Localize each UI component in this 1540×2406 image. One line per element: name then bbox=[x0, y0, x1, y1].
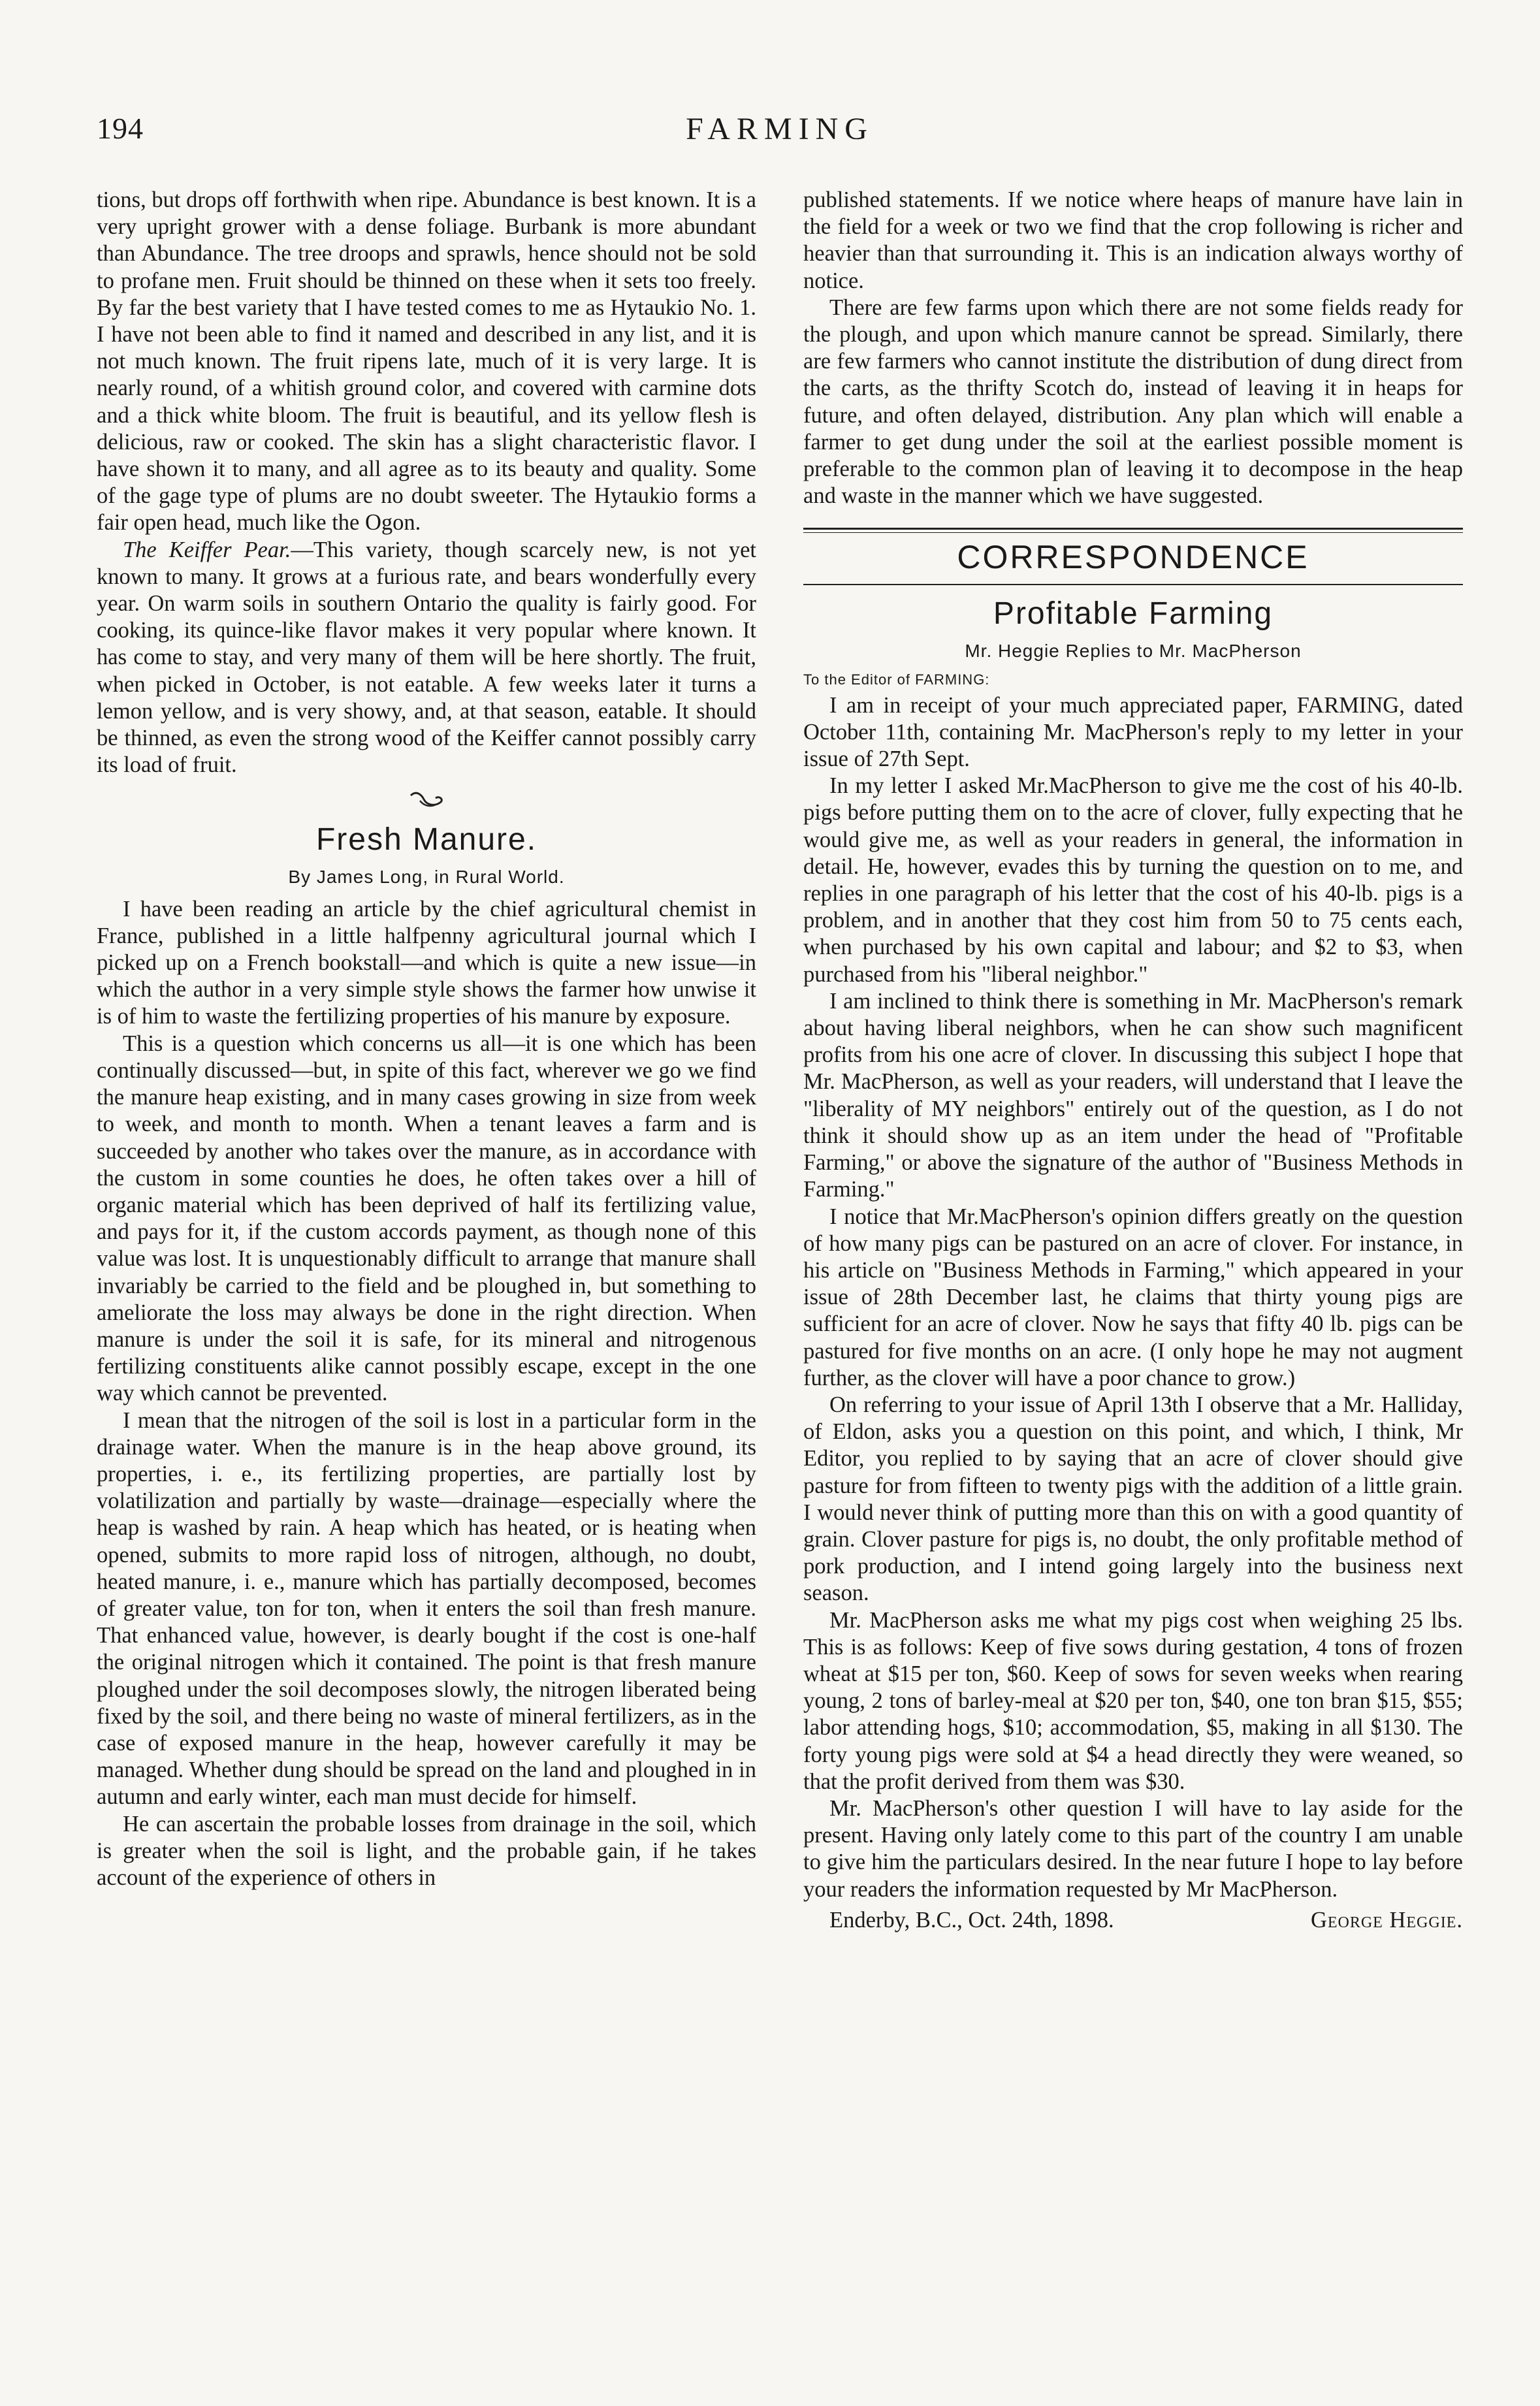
letter-paragraph: Mr. MacPherson's other question I will have to lay aside for the present. Having only lately come to this part of the country I am unable to give him the particulars desired. In the near future I hope to lay before your readers the information requested by Mr MacPherson. bbox=[803, 1795, 1463, 1902]
manure-final-paragraph: There are few farms upon which there are not some fields ready for the plough, and upon which manure cannot be spread. Similarly, there are few farmers who cannot institute the distribution of dung direct from the carts, as the thrifty Scotch do, instead of leaving it in heaps for future, and often delayed, distribution. Any plan which will enable a farmer to get dung under the soil at the earliest possible moment is preferable to the common plan of leaving it to decompose in the heap and waste in the manner which we have suggested. bbox=[803, 295, 1463, 509]
letter-paragraph: I notice that Mr.MacPherson's opinion differs greatly on the question of how many pigs can be pastured on an acre of clover. For instance, in his article on "Business Methods in Farming," which appeared in your issue of 28th December last, he claims that thirty young pigs are sufficient for an acre of clover. Now he says that fifty 40 lb. pigs can be pastured for five months on an acre. (I only hope he may not augment further, as the clover will have a poor chance to grow.) bbox=[803, 1204, 1463, 1390]
letter-paragraph: In my letter I asked Mr.MacPherson to give me the cost of his 40-lb. pigs before putting them on to the acre of clover, fully expecting that he would give me, as well as your readers in general, the information in detail. He, however, evades this by turning the question on to me, and replies in one paragraph of his letter that the cost of his 40-lb. pigs is a problem, and in another that they cost him from 50 to 75 cents each, when purchased by his own capital and labour; and $2 to $3, when purchased from his "liberal neighbor." bbox=[803, 773, 1463, 987]
keiffer-paragraph bbox=[97, 537, 756, 779]
article-title-fresh-manure: Fresh Manure. bbox=[315, 822, 537, 858]
manure-continued-paragraph: published statements. If we notice where heaps of manure have lain in the field for a week or two we find that the crop following is richer and heavier than that surrounding it. This is an indication always worthy of notice. bbox=[803, 187, 1463, 293]
letter-signoff bbox=[803, 1907, 1463, 1934]
section-divider bbox=[803, 528, 1463, 530]
right-column bbox=[803, 187, 1463, 1934]
letter-paragraph: Mr. MacPherson asks me what my pigs cost when weighing 25 lbs. This is as follows: Keep of five sows during gestation, 4 tons of frozen wheat at $15 per ton, $60. Keep of sows for seven weeks when rearing young, 2 tons of barley-meal at $20 per ton, $40, one ton bran $15, $55; labor attending hogs, $10; accommodation, $5, making in all $130. The forty young pigs were sold at $4 a head directly they were weaned, so that the profit derived from them was $30. bbox=[803, 1607, 1463, 1794]
letter-paragraph: I am inclined to think there is something in Mr. MacPherson's remark about having liberal neighbors, when he can show such magnificent profits from his one acre of clover. In discussing this subject I hope that Mr. MacPherson, as well as your readers, will understand that I leave the "liberality of MY neighbors" entirely out of the question, as I do not think it should show up as an item under the head of "Profitable Farming," or above the signature of the author of "Business Methods in Farming." bbox=[803, 988, 1463, 1202]
page-number: 194 bbox=[97, 112, 144, 145]
page-header bbox=[97, 111, 1463, 163]
manure-paragraph: I have been reading an article by the chief agricultural chemist in France, published in a little halfpenny agricultural journal which I picked up on a French bookstall—and which is quite a new issue—in which the author in a very simple style shows the farmer how unwise it is of him to waste the fertilizing properties of his manure by exposure. bbox=[97, 896, 756, 1029]
flourish-icon bbox=[407, 788, 446, 811]
section-heading-rule bbox=[803, 584, 1463, 585]
section-ornament bbox=[97, 788, 756, 814]
letter-paragraph: I am in receipt of your much appreciated paper, FARMING, dated October 11th, containing Mr. MacPherson's reply to my letter in your issue of 27th Sept. bbox=[803, 692, 1463, 772]
letter-paragraph: On referring to your issue of April 13th I observe that a Mr. Halliday, of Eldon, asks you a question on this point, and which, I think, Mr Editor, you replied to by saying that an acre of clover should give pasture for from fifteen to twenty pigs with the addition of a little grain. I would never think of putting more than this on with a good quantity of grain. Clover pasture for pigs is, no doubt, the only profitable method of pork production, and I intend going largely into the business next season. bbox=[803, 1392, 1463, 1606]
running-title: FARMING bbox=[686, 112, 874, 146]
signoff-place-date: Enderby, B.C., Oct. 24th, 1898. bbox=[829, 1907, 1114, 1933]
manure-paragraph: He can ascertain the probable losses from drainage in the soil, which is greater when the soil is light, and the probable gain, if he takes account of the experience of others in bbox=[97, 1811, 756, 1890]
signoff-signature: George Heggie. bbox=[1310, 1907, 1463, 1933]
section-divider-thin bbox=[803, 532, 1463, 533]
keiffer-text: —This variety, though scarcely new, is not yet known to many. It grows at a furious rate, and bears wonderfully every year. On warm soils in southern Ontario the quality is fairly good. For cooking, its quince-like flavor makes it very popular where known. It has come to stay, and very many of them will be here shortly. The fruit, when picked in October, is not eatable. A few weeks later it turns a lemon yellow, and is very showy, and, at that season, eatable. It should be thinned, as even the strong wood of the Keiffer cannot possibly carry its load of fruit. bbox=[97, 537, 757, 778]
plums-paragraph: tions, but drops off forthwith when ripe. Abundance is best known. It is a very upright grower with a dense foliage. Burbank is more abundant than Abundance. The tree droops and sprawls, hence should not be sold to profane men. Fruit should be thinned on these when it sets too freely. By far the best variety that I have tested comes to me as Hytaukio No. 1. I have not been able to find it named and described in any list, and it is not much known. The fruit ripens late, much of it is very large. It is nearly round, of a whitish ground color, and covered with carmine dots and a thick white bloom. The fruit is beautiful, and its yellow flesh is delicious, raw or cooked. The skin has a slight characteristic flavor. I have shown it to many, and all agree as to its beauty and quality. Some of the gage type of plums are no doubt sweeter. The Hytaukio forms a fair open head, much like the Ogon. bbox=[97, 187, 756, 536]
letter-title: Profitable Farming bbox=[993, 596, 1274, 632]
left-column bbox=[97, 187, 756, 1891]
manure-paragraph: I mean that the nitrogen of the soil is lost in a particular form in the drainage water. When the manure is in the heap above ground, its properties, i. e., its fertilizing properties, are partially lost by volatilization and partially by waste—drainage—especially where the heap is washed by rain. A heap which has heated, or is heating when opened, submits to more rapid loss of nitrogen, although, no doubt, heated manure, i. e., manure which has partially decomposed, becomes of greater value, ton for ton, when it enters the soil than fresh manure. That enhanced value, however, is dearly bought if the cost is one-half the original nitrogen which it contained. The point is that fresh manure ploughed under the soil decomposes slowly, the nitrogen liberated being fixed by the soil, and there being no waste of mineral fertilizers, as in the case of exposed manure in the heap, however carefully it may be managed. Whether dung should be spread on the land and ploughed in in autumn and early winter, each man must decide for himself. bbox=[97, 1407, 756, 1810]
letter-byline: Mr. Heggie Replies to Mr. MacPherson bbox=[965, 641, 1302, 662]
article-byline: By James Long, in Rural World. bbox=[288, 867, 565, 888]
letter-salutation: To the Editor of FARMING: bbox=[803, 671, 990, 688]
manure-paragraph: This is a question which concerns us all—it is one which has been continually discussed—but, in spite of this fact, wherever we go we find the manure heap existing, and in many cases growing in size from week to week, and month to month. When a tenant leaves a farm and is succeeded by another who takes over the manure, as in accordance with the custom in some counties he does, he often takes over a hill of organic material which has been deprived of half its fertilizing value, and pays for it, if the custom accords payment, as though none of this value was lost. It is unquestionably difficult to arrange that manure shall invariably be carried to the field and be ploughed in, but something to ameliorate the loss may always be done in the right direction. When manure is under the soil it is safe, for its mineral and nitrogenous fertilizing constituents alike cannot possibly escape, except in the one way which cannot be prevented. bbox=[97, 1031, 756, 1406]
section-heading-correspondence: CORRESPONDENCE bbox=[957, 539, 1309, 576]
keiffer-heading: The Keiffer Pear. bbox=[123, 537, 291, 562]
